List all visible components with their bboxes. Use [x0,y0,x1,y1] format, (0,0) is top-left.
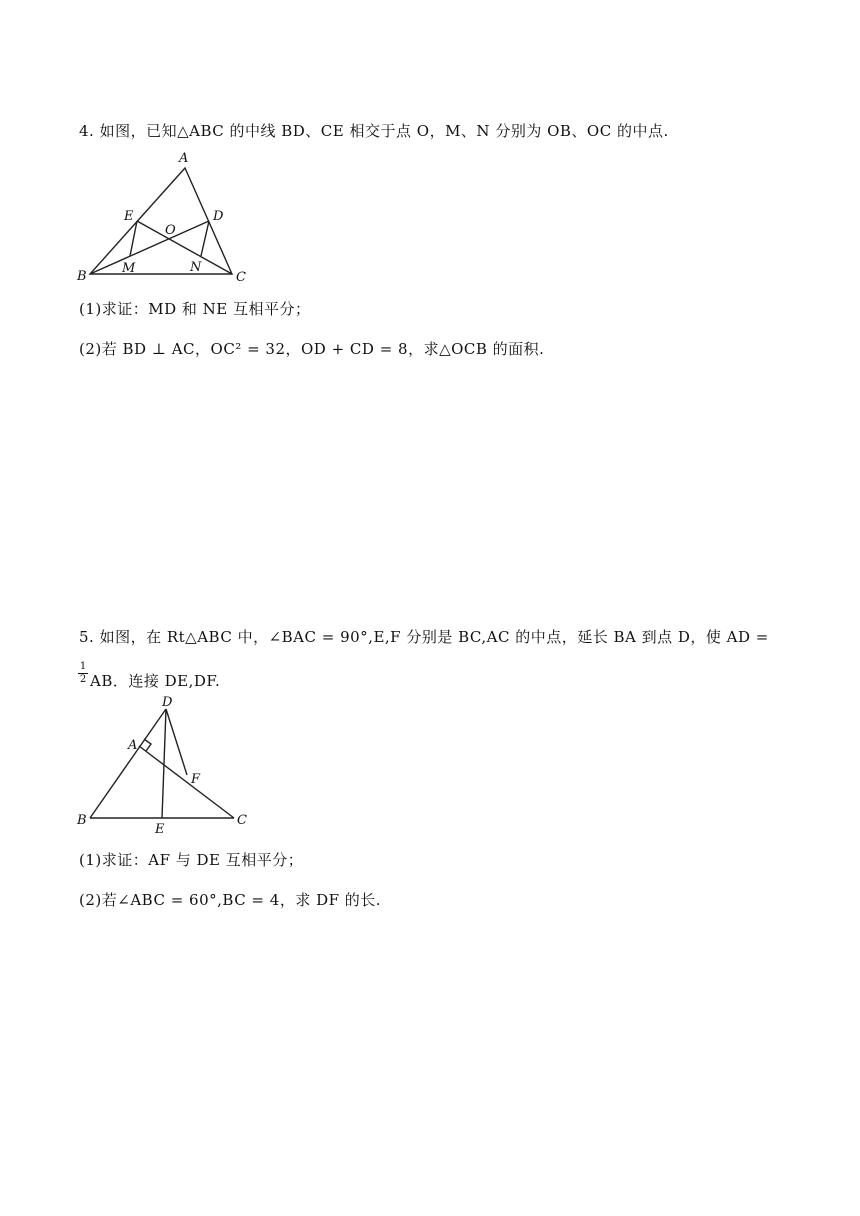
problem5-stem-line2: AB．连接 DE,DF. [90,672,221,690]
label-f: F [191,772,201,787]
problem4-stem: 4. 如图，已知△ABC 的中线 BD、CE 相交于点 O，M、N 分别为 OB、OC 的中点. [79,122,669,140]
problem4-figure [72,150,272,290]
label-a: A [179,151,189,166]
label-c: C [237,813,247,828]
problem5-q1: (1)求证：AF 与 DE 互相平分； [79,851,304,869]
label-d: D [213,209,224,224]
problem4-q2: (2)若 BD ⊥ AC，OC² = 32，OD + CD = 8，求△OCB 的面积. [79,340,545,358]
label-b: B [77,813,87,828]
problem5-stem-line1: 5. 如图，在 Rt△ABC 中，∠BAC = 90°,E,F 分别是 BC,AC 的中点，延长 BA 到点 D，使 AD = [79,628,769,646]
label-e: E [124,209,134,224]
segment-bd [90,709,166,818]
label-m: M [122,261,136,276]
label-b: B [77,269,87,284]
fraction-one-half [78,662,88,685]
problem4-q1: (1)求证：MD 和 NE 互相平分； [79,300,311,318]
segment-ac [139,746,234,818]
fraction-numerator: 1 [79,661,87,672]
segment-dn [201,221,209,256]
triangle-abc [90,168,232,274]
label-o: O [165,223,176,238]
fraction-denominator: 2 [79,674,87,685]
label-c: C [236,270,246,285]
problem5-figure [72,695,272,845]
segment-df [166,709,187,775]
right-angle-mark [144,739,151,751]
label-d: D [162,695,173,710]
label-a: A [128,738,138,753]
median-ce [137,221,232,274]
label-e: E [155,822,165,837]
problem5-q2: (2)若∠ABC = 60°,BC = 4，求 DF 的长. [79,891,382,909]
label-n: N [190,260,202,275]
